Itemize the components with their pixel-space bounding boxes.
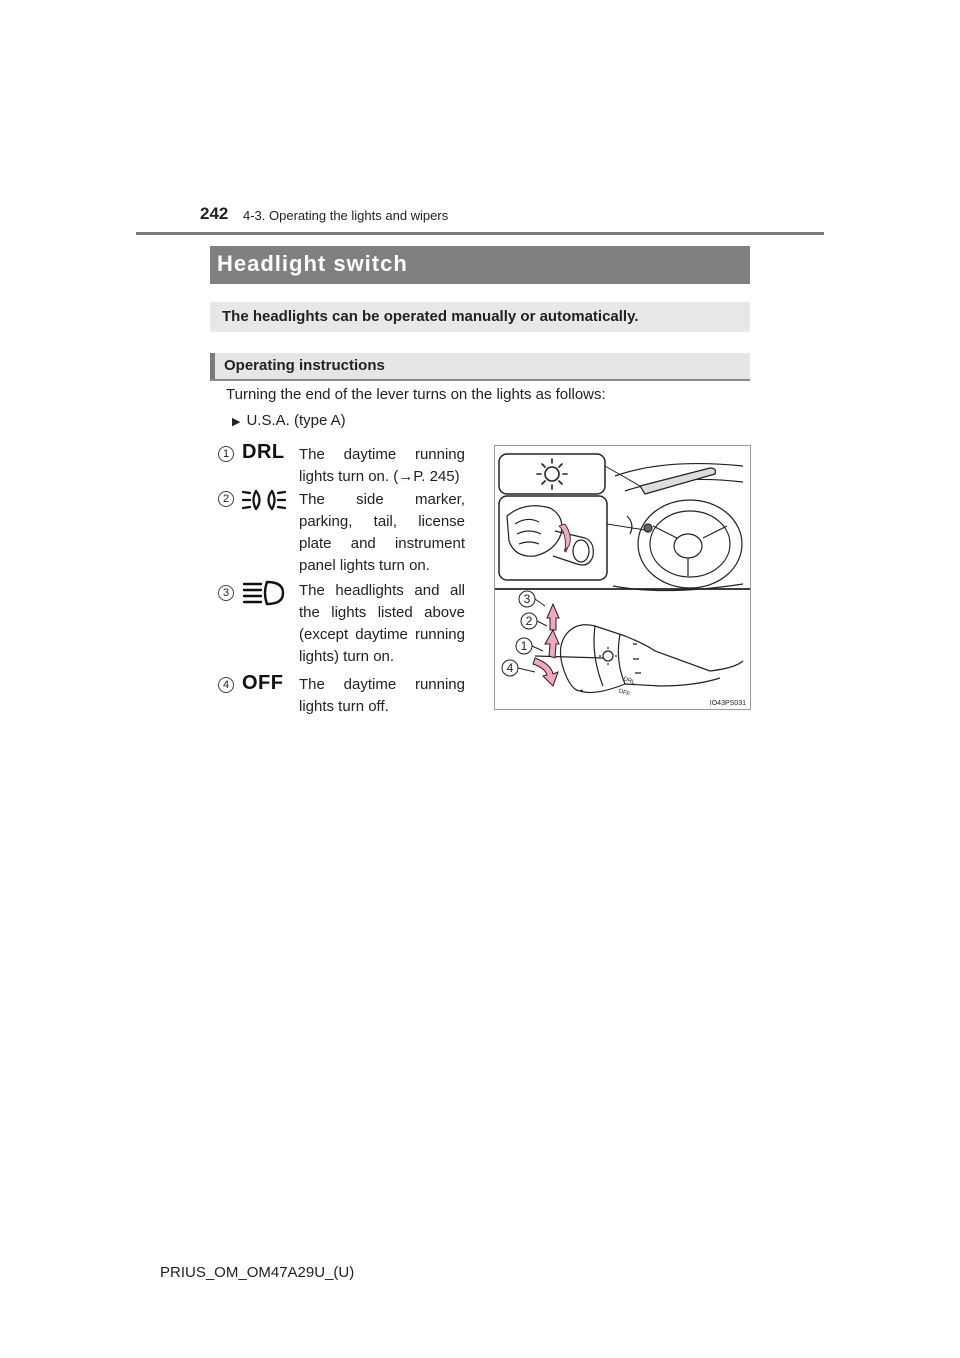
drl-symbol: DRL: [242, 441, 285, 463]
title-bar: [210, 246, 750, 284]
region-label: ▶ U.S.A. (type A): [232, 412, 346, 429]
rotation-arrows: [533, 604, 559, 686]
page-title: Headlight switch: [217, 251, 408, 276]
callout-3: 3: [523, 592, 531, 606]
intro-text: The headlights can be operated manually or automatically.: [222, 308, 639, 325]
headlight-icon: [241, 579, 285, 607]
intro-box: [210, 302, 750, 332]
subheading-bar: [210, 353, 215, 379]
item-text-1: The daytime running lights turn on. (→P. 245): [299, 446, 465, 485]
item-number-4: 4: [218, 677, 234, 693]
arrow-position-3: [547, 604, 559, 630]
callout-1: 1: [520, 639, 528, 653]
triangle-bullet-icon: ▶: [232, 416, 241, 428]
item-text-4: The daytime running lights turn off.: [299, 676, 465, 715]
item-number-2: 2: [218, 491, 234, 507]
page-number: 242: [200, 204, 229, 223]
section-path: 4-3. Operating the lights and wipers: [243, 208, 449, 223]
item-number-3: 3: [218, 585, 234, 601]
figure-code: IO43PS031: [709, 700, 746, 707]
lever-drl-label: DRL: [622, 676, 636, 686]
hand-inset: [499, 496, 645, 580]
headlight-lever-figure: [494, 445, 751, 710]
item-text-3: The headlights and all the lights listed above (except daytime running lights) turn on.: [299, 582, 465, 665]
side-marker-lights-icon: [241, 488, 287, 512]
lever-closeup: [535, 625, 743, 693]
callout-2: 2: [525, 614, 533, 628]
subheading: [210, 353, 750, 381]
callout-4: 4: [506, 661, 514, 675]
arrow-position-2: [545, 630, 559, 658]
item-text-2: The side marker, parking, tail, license plate and instrument panel lights turn on.: [299, 491, 465, 574]
lever-off-label: OFF: [617, 688, 631, 698]
off-symbol: OFF: [242, 672, 284, 694]
arrow-position-off: [533, 658, 558, 686]
light-symbol-callout: [499, 454, 640, 494]
footer-code: PRIUS_OM_OM47A29U_(U): [160, 1264, 355, 1281]
lever-illustration: [495, 446, 750, 709]
subheading-text: Operating instructions: [224, 357, 385, 374]
body-text: Turning the end of the lever turns on the lights as follows:: [226, 386, 606, 403]
header-rule: [136, 232, 824, 235]
item-number-1: 1: [218, 446, 234, 462]
